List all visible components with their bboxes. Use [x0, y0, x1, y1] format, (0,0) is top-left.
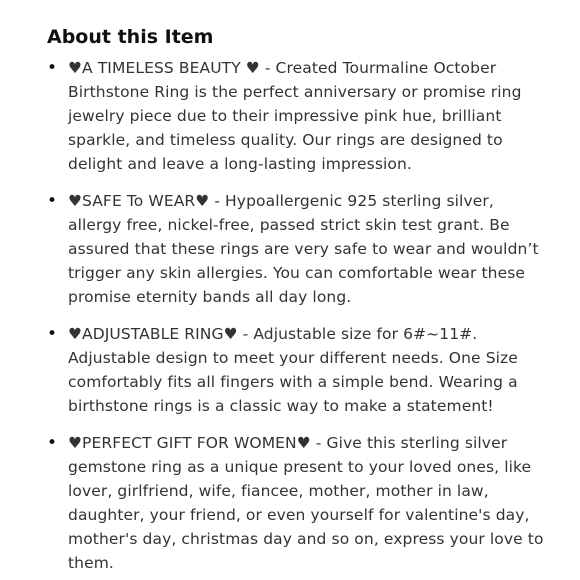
bullet-dot-icon: •	[47, 433, 58, 453]
bullet-dot-icon: •	[47, 58, 58, 78]
feature-bullet	[47, 189, 544, 309]
feature-bullet-text: ♥A TIMELESS BEAUTY ♥ - Created Tourmaline October Birthstone Ring is the perfect anniversary or promise ring jewelry piece due to their impressive pink hue, brilliant sparkle, and timeless quality. Our rings are designed to delight and leave a long-lasting impression.	[68, 59, 522, 173]
feature-bullet-list	[47, 56, 544, 575]
bullet-dot-icon: •	[47, 324, 58, 344]
feature-bullet	[47, 56, 544, 176]
section-title: About this Item	[47, 26, 214, 48]
feature-bullet-text: ♥PERFECT GIFT FOR WOMEN♥ - Give this sterling silver gemstone ring as a unique present to your loved ones, like lover, girlfriend, wife, fiancee, mother, mother in law, daughter, your friend, or even yourself for valentine's day, mother's day, christmas day and so on, express your love to them.	[68, 434, 544, 572]
bullet-dot-icon: •	[47, 191, 58, 211]
feature-bullet-text: ♥ADJUSTABLE RING♥ - Adjustable size for 6#~11#. Adjustable design to meet your different needs. One Size comfortably fits all fingers with a simple bend. Wearing a birthstone rings is a classic way to make a statement!	[68, 325, 518, 415]
feature-bullet	[47, 322, 544, 418]
feature-bullet	[47, 431, 544, 575]
feature-bullet-text: ♥SAFE To WEAR♥ - Hypoallergenic 925 sterling silver, allergy free, nickel-free, passed strict skin test grant. Be assured that these rings are very safe to wear and wouldn’t trigger any skin allergies. You can comfortable wear these promise eternity bands all day long.	[68, 192, 539, 306]
